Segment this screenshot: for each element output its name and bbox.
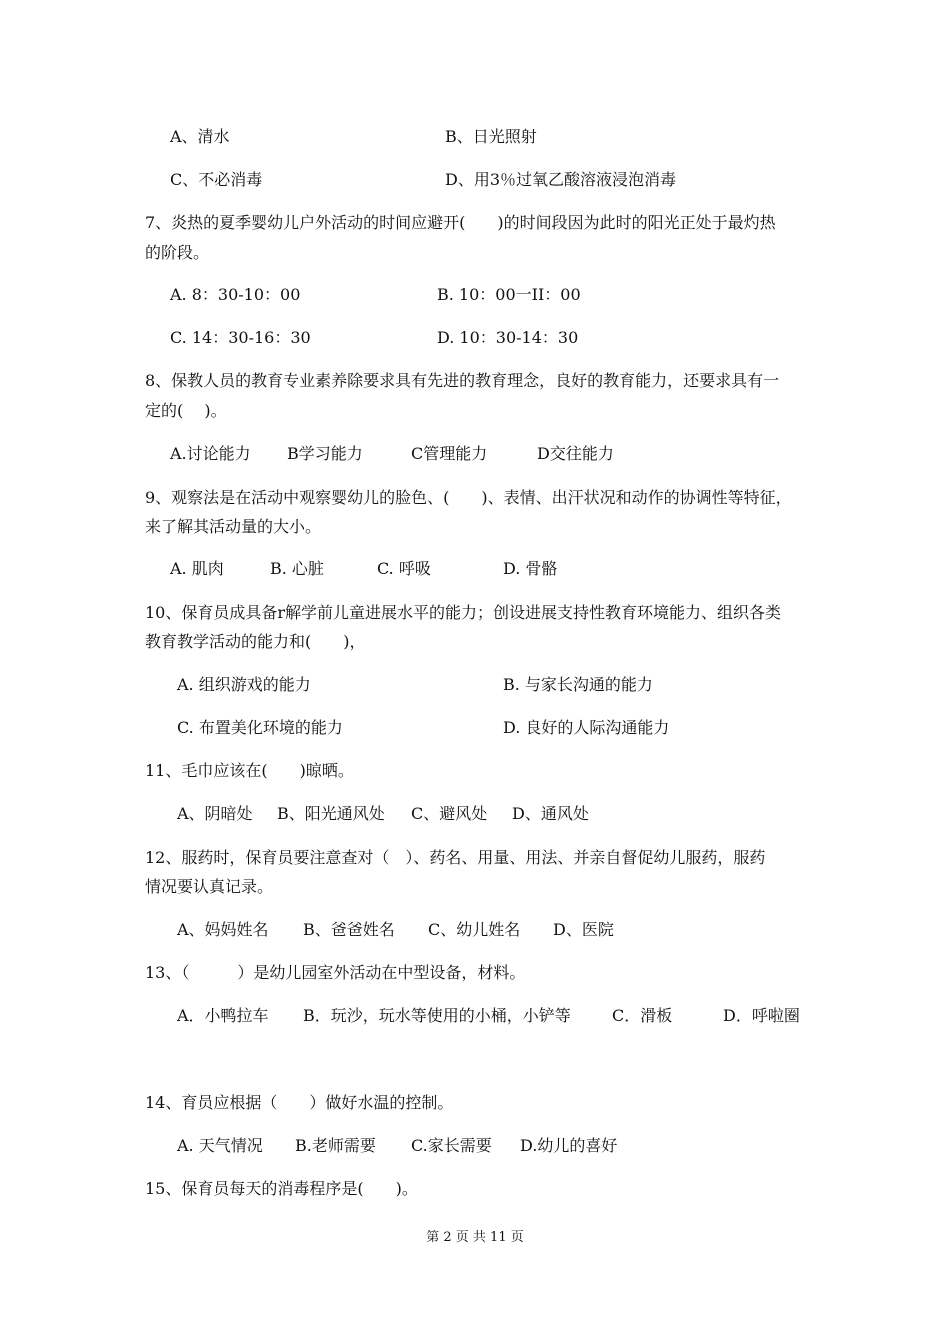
q10-option-c: C. 布置美化环境的能力 [177, 718, 343, 737]
q12-option-d: D、医院 [553, 920, 614, 939]
q10-option-d: D. 良好的人际沟通能力 [503, 718, 670, 737]
q6-option-b: B、日光照射 [445, 127, 537, 146]
q12-stem-line2: 情况要认真记录。 [145, 877, 274, 896]
q14-option-a: A. 天气情况 [177, 1136, 263, 1155]
q9-stem-line1: 9、观察法是在活动中观察婴幼儿的脸色、( )、表情、出汗状况和动作的协调性等特征， [145, 488, 792, 507]
q7-stem-line1: 7、炎热的夏季婴幼儿户外活动的时间应避开( )的时间段因为此时的阳光正处于最灼热 [145, 213, 776, 232]
page-footer: 第 2 页 共 11 页 [426, 1230, 524, 1245]
q8-option-c: C管理能力 [411, 444, 488, 463]
q14-option-d: D.幼儿的喜好 [520, 1136, 618, 1155]
q13-option-b: B．玩沙，玩水等使用的小桶，小铲等 [303, 1006, 571, 1025]
q11-option-c: C、避风处 [411, 804, 488, 823]
q15-stem: 15、保育员每天的消毒程序是( )。 [145, 1179, 418, 1198]
q7-option-a: A. 8：30-10：00 [170, 285, 301, 304]
q10-stem-line2: 教育教学活动的能力和( )， [145, 632, 366, 651]
q8-option-b: B学习能力 [287, 444, 363, 463]
q12-option-a: A、妈妈姓名 [177, 920, 269, 939]
q13-option-c: C．滑板 [612, 1006, 673, 1025]
q12-option-c: C、幼儿姓名 [428, 920, 521, 939]
q7-stem-line2: 的阶段。 [145, 243, 210, 262]
q7-option-d: D. 10：30-14：30 [437, 328, 579, 347]
q8-option-d: D交往能力 [537, 444, 614, 463]
q9-option-a: A. 肌肉 [170, 559, 224, 578]
q7-option-c: C. 14：30-16：30 [170, 328, 311, 347]
q11-option-d: D、通风处 [512, 804, 589, 823]
q12-option-b: B、爸爸姓名 [303, 920, 395, 939]
q8-stem-line2: 定的( )。 [145, 401, 227, 420]
q6-option-a: A、清水 [170, 127, 230, 146]
q11-option-a: A、阴暗处 [177, 804, 253, 823]
q8-stem-line1: 8、保教人员的教育专业素养除要求具有先进的教育理念，良好的教育能力，还要求具有一 [145, 371, 780, 390]
q13-option-d: D．呼啦圈 [723, 1006, 800, 1025]
q6-option-d: D、用3％过氧乙酸溶液浸泡消毒 [445, 170, 677, 189]
q14-option-b: B.老师需要 [295, 1136, 376, 1155]
q7-option-b: B. 10：00一II：00 [437, 285, 581, 304]
q14-option-c: C.家长需要 [411, 1136, 492, 1155]
q9-option-d: D. 骨骼 [503, 559, 558, 578]
q10-option-a: A. 组织游戏的能力 [177, 675, 311, 694]
q13-stem: 13、（ ）是幼儿园室外活动在中型设备，材料。 [145, 963, 526, 982]
q10-option-b: B. 与家长沟通的能力 [503, 675, 653, 694]
q6-option-c: C、不必消毒 [170, 170, 263, 189]
q9-stem-line2: 来了解其活动量的大小。 [145, 517, 322, 536]
q12-stem-line1: 12、服药时，保育员要注意查对（ ）、药名、用量、用法、并亲自督促幼儿服药，服药 [145, 848, 766, 867]
q9-option-b: B. 心脏 [270, 559, 324, 578]
q11-stem: 11、毛巾应该在( )晾晒。 [145, 761, 354, 780]
q13-option-a: A．小鸭拉车 [177, 1006, 269, 1025]
q9-option-c: C. 呼吸 [377, 559, 431, 578]
q11-option-b: B、阳光通风处 [277, 804, 385, 823]
q10-stem-line1: 10、保育员成具备r解学前儿童进展水平的能力；创设进展支持性教育环境能力、组织各类 [145, 603, 782, 622]
q14-stem: 14、育员应根据（ ）做好水温的控制。 [145, 1093, 454, 1112]
q8-option-a: A.讨论能力 [170, 444, 251, 463]
